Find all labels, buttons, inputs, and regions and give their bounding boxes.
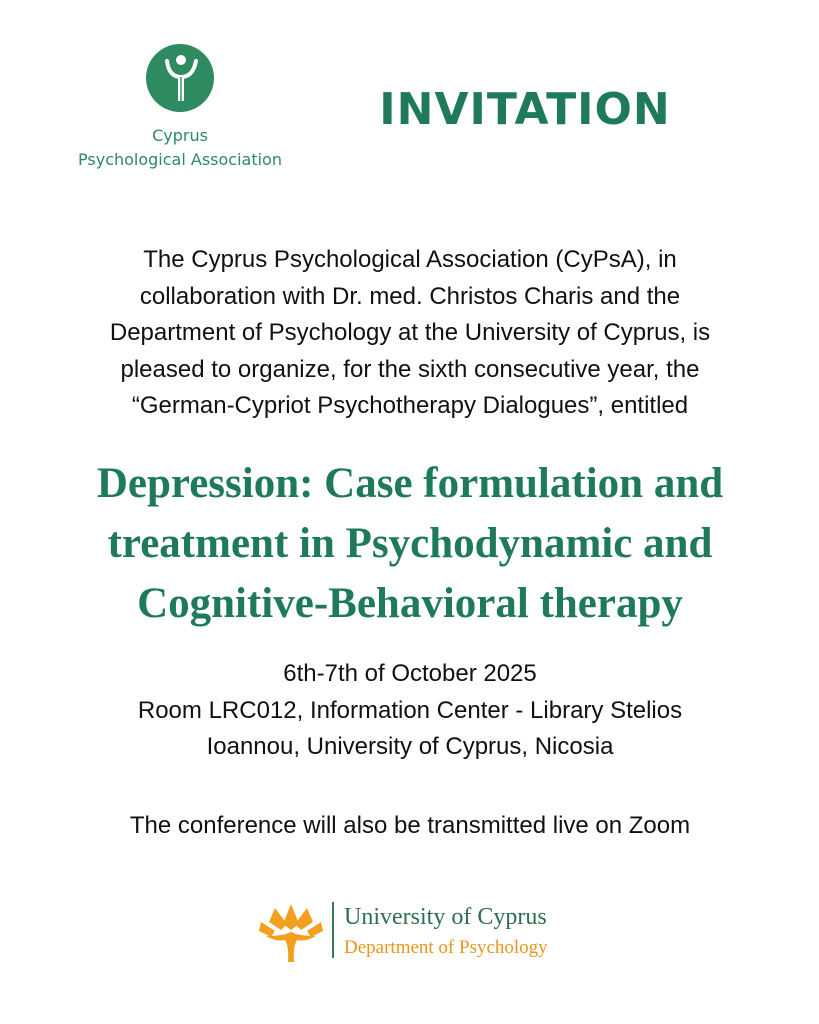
- intro-line: pleased to organize, for the sixth consecutive year, the: [120, 355, 700, 383]
- university-name: University of Cyprus: [344, 904, 547, 930]
- event-title-line: Cognitive-Behavioral therapy: [137, 580, 683, 627]
- university-logo: [258, 896, 578, 972]
- logo-divider: [332, 902, 334, 958]
- intro-line: The Cyprus Psychological Association (CyPsA), in: [143, 246, 677, 273]
- intro-paragraph: [40, 242, 780, 425]
- cypsa-emblem-icon: [146, 44, 214, 112]
- department-name: Department of Psychology: [344, 937, 548, 958]
- event-venue-line2: Ioannou, University of Cyprus, Nicosia: [206, 733, 614, 760]
- olive-tree-icon: [258, 896, 324, 966]
- event-date: 6th-7th of October 2025: [283, 660, 537, 687]
- intro-line: collaboration with Dr. med. Christos Charis and the: [139, 282, 681, 310]
- cypsa-name-line2: Psychological Association: [78, 150, 282, 169]
- event-title: [40, 454, 780, 634]
- invitation-heading: INVITATION: [379, 84, 671, 135]
- zoom-note: The conference will also be transmitted live on Zoom: [129, 812, 691, 839]
- cypsa-name-line1: Cyprus: [152, 126, 208, 145]
- event-title-line: treatment in Psychodynamic and: [107, 520, 713, 567]
- intro-line: “German-Cypriot Psychotherapy Dialogues”, entitled: [131, 392, 689, 419]
- event-venue-line1: Room LRC012, Information Center - Library Stelios: [137, 696, 683, 724]
- event-title-line: Depression: Case formulation and: [96, 460, 724, 507]
- intro-line: Department of Psychology at the University of Cyprus, is: [109, 319, 711, 346]
- cypsa-logo: [60, 44, 300, 172]
- event-details: [40, 656, 780, 766]
